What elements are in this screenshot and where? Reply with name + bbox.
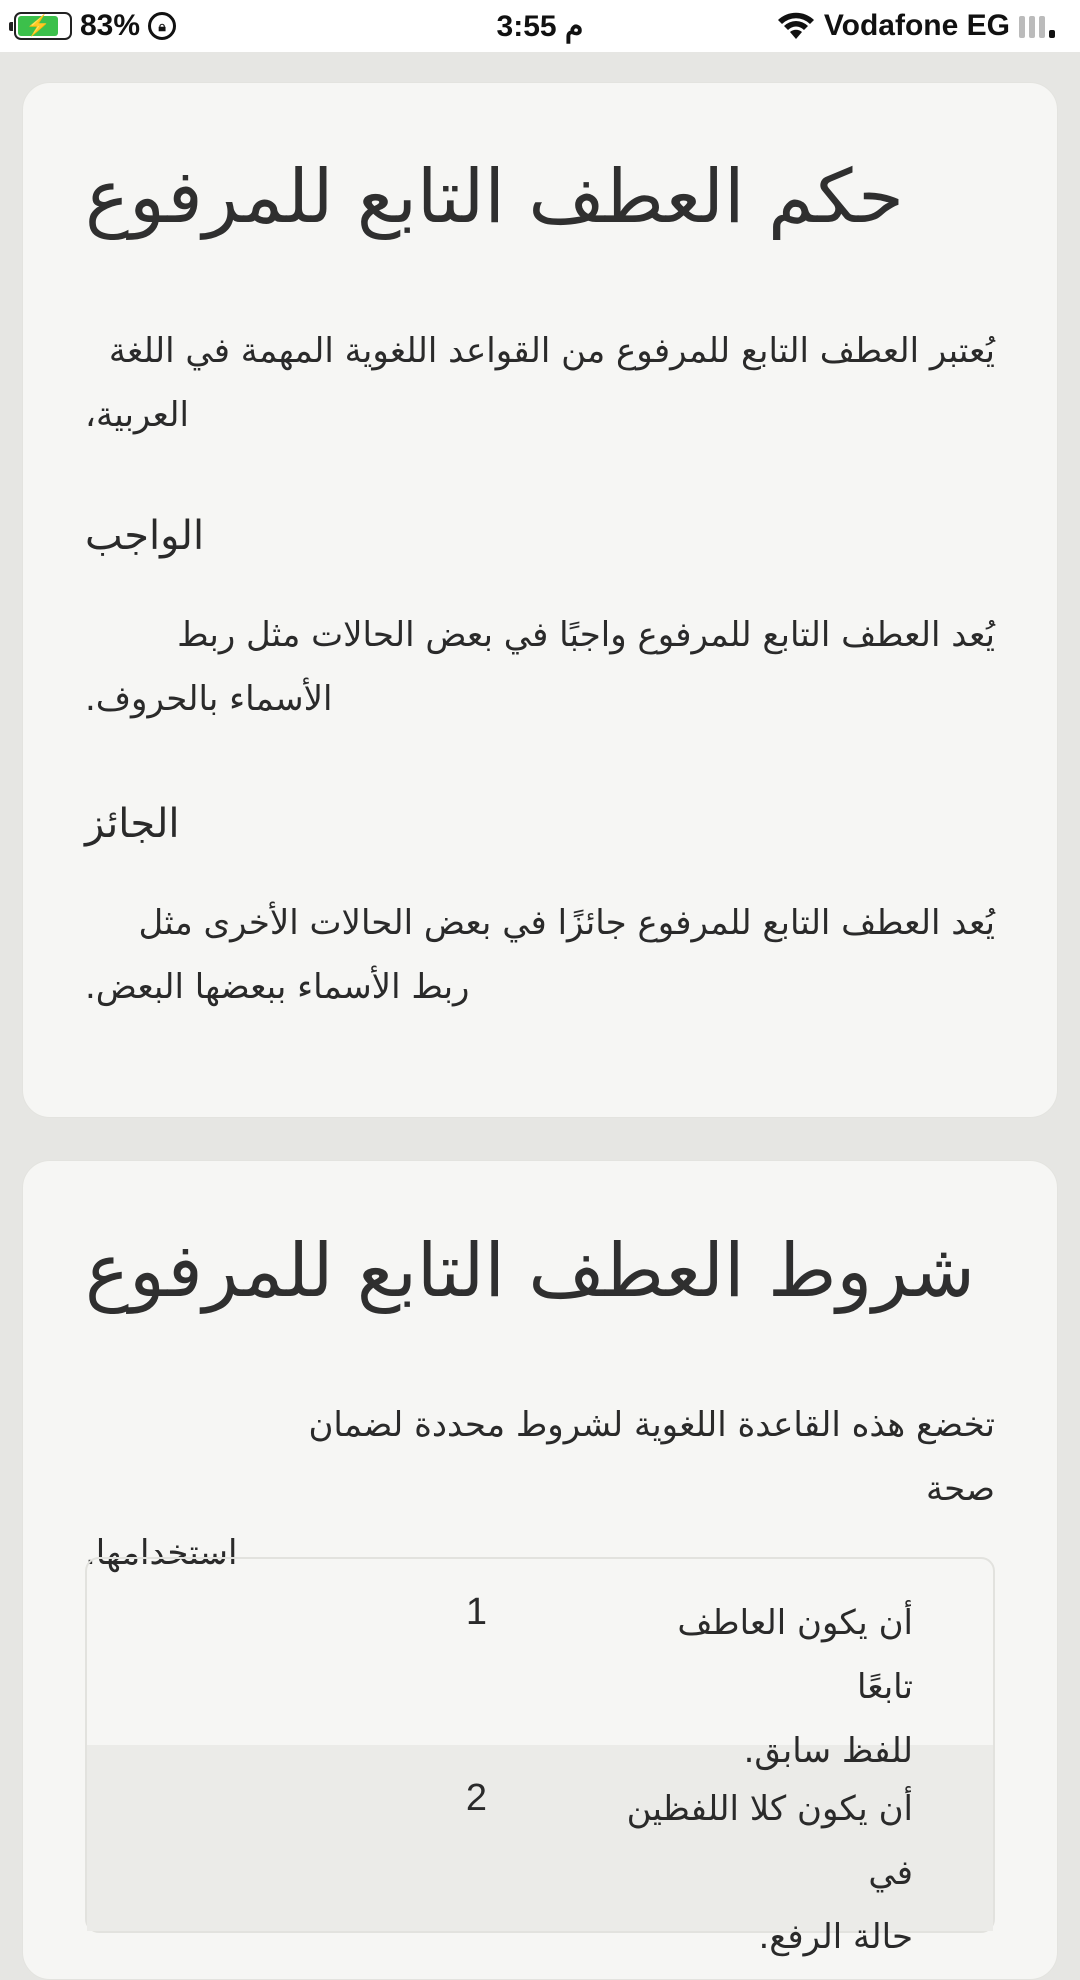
condition-line-1: أن يكون العاطف تابعًا	[677, 1603, 913, 1707]
permissible-line-2: ربط الأسماء ببعضها البعض.	[85, 967, 470, 1007]
obligatory-paragraph	[85, 603, 995, 731]
condition-text	[613, 1777, 993, 1969]
permissible-paragraph	[85, 891, 995, 1019]
permissible-line-1: يُعد العطف التابع للمرفوع جائزًا في بعض الحالات الأخرى مثل	[138, 903, 995, 943]
status-time: 3:55 م	[496, 9, 584, 43]
battery-percent: 83%	[80, 9, 141, 42]
card-title: شروط العطف التابع للمرفوع	[85, 1228, 976, 1314]
card-title: حكم العطف التابع للمرفوع	[85, 154, 904, 240]
conditions-table	[85, 1557, 995, 1957]
section-heading-permissible: الجائز	[85, 801, 180, 847]
obligatory-line-2: الأسماء بالحروف.	[85, 679, 333, 719]
wifi-icon	[776, 11, 816, 41]
status-left	[14, 9, 176, 43]
conditions-intro-line-2: استخدامها.	[85, 1533, 238, 1573]
condition-number: 1	[465, 1591, 487, 1633]
condition-line-1: أن يكون كلا اللفظين في	[626, 1789, 913, 1893]
ruling-card	[22, 82, 1058, 1118]
condition-number: 2	[465, 1777, 487, 1819]
intro-paragraph	[85, 319, 995, 447]
intro-line-2: العربية،	[85, 395, 189, 435]
table-row	[87, 1559, 993, 1771]
section-heading-obligatory: الواجب	[85, 513, 205, 559]
conditions-card	[22, 1160, 1058, 1980]
carrier-name: Vodafone EG	[823, 9, 1010, 42]
status-right	[776, 9, 1058, 43]
rotation-lock-icon: 🔒︎	[148, 12, 176, 40]
obligatory-line-1: يُعد العطف التابع للمرفوع واجبًا في بعض الحالات مثل ربط	[177, 615, 995, 655]
condition-line-2: للفظ سابق.	[743, 1731, 913, 1771]
status-bar	[0, 0, 1080, 52]
intro-line-1: يُعتبر العطف التابع للمرفوع من القواعد اللغوية المهمة في اللغة	[108, 331, 995, 371]
condition-text	[613, 1591, 993, 1783]
condition-line-2: حالة الرفع.	[758, 1917, 913, 1957]
conditions-intro-line-1: تخضع هذه القاعدة اللغوية لشروط محددة لضمان صحة	[308, 1405, 995, 1509]
signal-icon	[1018, 12, 1058, 40]
battery-icon: ⚡	[14, 12, 72, 40]
